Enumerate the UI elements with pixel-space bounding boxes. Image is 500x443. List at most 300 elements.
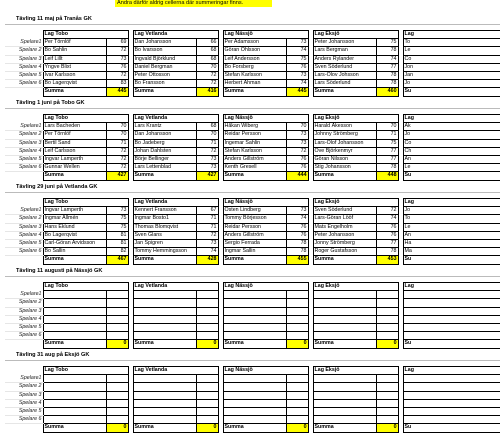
player-name-cell[interactable]: Yngve Blixt xyxy=(43,63,106,71)
score-cell[interactable]: 77 xyxy=(376,63,398,71)
team-header[interactable]: Lag Nässjö xyxy=(223,31,308,39)
score-cell[interactable]: 77 xyxy=(376,147,398,155)
player-name-cell[interactable]: Hans Eklund xyxy=(43,223,106,231)
player-name-cell[interactable]: Peter Ottosson xyxy=(133,71,196,79)
player-name-cell[interactable]: Ak xyxy=(403,123,500,131)
player-name-cell[interactable]: Harald Åkesson xyxy=(313,123,376,131)
sum-value[interactable]: 0 xyxy=(376,340,398,348)
player-name-cell[interactable] xyxy=(223,383,286,391)
score-cell[interactable]: 72 xyxy=(106,155,128,163)
player-name-cell[interactable] xyxy=(133,332,196,340)
score-cell[interactable]: 70 xyxy=(376,123,398,131)
player-name-cell[interactable]: Börje Bellinger xyxy=(133,155,196,163)
player-name-cell[interactable]: Lars Bergman xyxy=(313,47,376,55)
score-cell[interactable]: 75 xyxy=(286,55,308,63)
player-name-cell[interactable]: Bertil Sand xyxy=(43,139,106,147)
player-name-cell[interactable]: Anders Gillström xyxy=(223,231,286,239)
player-name-cell[interactable] xyxy=(313,307,376,315)
player-name-cell[interactable]: Herbert Åhman xyxy=(223,80,286,88)
score-cell[interactable] xyxy=(376,299,398,307)
player-name-cell[interactable]: Bo Ivarsson xyxy=(133,47,196,55)
player-name-cell[interactable] xyxy=(43,299,106,307)
sum-value[interactable]: 428 xyxy=(196,256,218,264)
player-name-cell[interactable]: Ingvar Lamperth xyxy=(43,155,106,163)
player-name-cell[interactable]: Per Törnlöf xyxy=(43,131,106,139)
score-cell[interactable]: 74 xyxy=(376,215,398,223)
team-header[interactable]: Lag Vetlanda xyxy=(133,283,218,291)
score-cell[interactable]: 72 xyxy=(376,207,398,215)
player-name-cell[interactable]: Bo Lagerqvist xyxy=(43,231,106,239)
score-cell[interactable] xyxy=(106,332,128,340)
player-name-cell[interactable]: Ma xyxy=(403,248,500,256)
score-cell[interactable]: 78 xyxy=(286,239,308,247)
team-header[interactable]: Lag xyxy=(403,115,500,123)
player-name-cell[interactable]: Per Adamsson xyxy=(223,39,286,47)
score-cell[interactable]: 74 xyxy=(286,47,308,55)
player-name-cell[interactable] xyxy=(403,407,500,415)
player-name-cell[interactable] xyxy=(403,291,500,299)
player-name-cell[interactable] xyxy=(223,399,286,407)
player-name-cell[interactable]: Bo Jadeberg xyxy=(133,139,196,147)
score-cell[interactable]: 76 xyxy=(376,223,398,231)
team-header[interactable]: Lag xyxy=(403,31,500,39)
sum-value[interactable]: 0 xyxy=(196,424,218,432)
player-name-cell[interactable]: Lars Söderlund xyxy=(313,80,376,88)
score-cell[interactable]: 73 xyxy=(286,39,308,47)
score-cell[interactable] xyxy=(286,332,308,340)
score-cell[interactable]: 70 xyxy=(106,131,128,139)
player-name-cell[interactable]: Ingvar Lamperth xyxy=(43,207,106,215)
player-name-cell[interactable]: Sven Söderlund xyxy=(313,207,376,215)
player-name-cell[interactable] xyxy=(313,332,376,340)
sum-value[interactable]: 427 xyxy=(196,172,218,180)
player-name-cell[interactable]: Leif Andersson xyxy=(223,55,286,63)
player-name-cell[interactable]: Ove Björkenmyr xyxy=(313,147,376,155)
score-cell[interactable]: 73 xyxy=(106,55,128,63)
score-cell[interactable]: 78 xyxy=(376,248,398,256)
player-name-cell[interactable] xyxy=(403,315,500,323)
player-name-cell[interactable] xyxy=(403,299,500,307)
score-cell[interactable]: 76 xyxy=(286,164,308,172)
player-name-cell[interactable] xyxy=(133,291,196,299)
score-cell[interactable]: 76 xyxy=(286,223,308,231)
score-cell[interactable]: 72 xyxy=(106,71,128,79)
player-name-cell[interactable]: Bo Sahlin xyxy=(43,47,106,55)
score-cell[interactable] xyxy=(286,315,308,323)
player-name-cell[interactable] xyxy=(133,375,196,383)
score-cell[interactable] xyxy=(376,291,398,299)
team-header[interactable]: Lag Vetlanda xyxy=(133,115,218,123)
player-name-cell[interactable] xyxy=(133,391,196,399)
player-name-cell[interactable]: Jan Spigren xyxy=(133,239,196,247)
player-name-cell[interactable]: Le xyxy=(403,223,500,231)
score-cell[interactable]: 76 xyxy=(286,231,308,239)
score-cell[interactable]: 74 xyxy=(196,248,218,256)
player-name-cell[interactable] xyxy=(223,416,286,424)
score-cell[interactable]: 72 xyxy=(196,80,218,88)
player-name-cell[interactable]: Roger Gustafsson xyxy=(313,248,376,256)
score-cell[interactable]: 73 xyxy=(196,155,218,163)
player-name-cell[interactable] xyxy=(403,375,500,383)
score-cell[interactable] xyxy=(196,416,218,424)
score-cell[interactable] xyxy=(376,307,398,315)
score-cell[interactable]: 78 xyxy=(286,248,308,256)
score-cell[interactable] xyxy=(196,299,218,307)
team-header[interactable]: Lag Tobo xyxy=(43,367,128,375)
score-cell[interactable]: 67 xyxy=(196,207,218,215)
player-name-cell[interactable]: To xyxy=(403,215,500,223)
player-name-cell[interactable]: An xyxy=(403,231,500,239)
score-cell[interactable]: 82 xyxy=(106,248,128,256)
score-cell[interactable] xyxy=(376,416,398,424)
score-cell[interactable] xyxy=(286,383,308,391)
player-name-cell[interactable]: Leif Lillt xyxy=(43,55,106,63)
team-header[interactable]: Lag Nässjö xyxy=(223,283,308,291)
team-header[interactable]: Lag Eksjö xyxy=(313,199,398,207)
score-cell[interactable]: 73 xyxy=(286,139,308,147)
score-cell[interactable] xyxy=(286,323,308,331)
player-name-cell[interactable]: Tommy Börjesson xyxy=(223,215,286,223)
player-name-cell[interactable]: Bo Lagerqvist xyxy=(43,80,106,88)
team-header[interactable]: Lag Tobo xyxy=(43,199,128,207)
score-cell[interactable]: 81 xyxy=(106,239,128,247)
player-name-cell[interactable] xyxy=(43,375,106,383)
sum-value[interactable]: 444 xyxy=(286,172,308,180)
player-name-cell[interactable]: Anders Rylander xyxy=(313,55,376,63)
player-name-cell[interactable]: Thomas Blomqvist xyxy=(133,223,196,231)
team-header[interactable]: Lag xyxy=(403,283,500,291)
score-cell[interactable]: 71 xyxy=(196,139,218,147)
sum-value[interactable]: 0 xyxy=(106,424,128,432)
sum-value[interactable]: 455 xyxy=(286,256,308,264)
player-name-cell[interactable]: Lars Lettenblad xyxy=(133,164,196,172)
player-name-cell[interactable]: Dan Johansson xyxy=(133,39,196,47)
sum-value[interactable]: 467 xyxy=(106,256,128,264)
player-name-cell[interactable] xyxy=(133,299,196,307)
player-name-cell[interactable]: Lars-Olof Johansson xyxy=(313,139,376,147)
player-name-cell[interactable]: Kenth Gresell xyxy=(223,164,286,172)
player-name-cell[interactable]: Sven Glans xyxy=(133,231,196,239)
player-name-cell[interactable] xyxy=(313,416,376,424)
sum-value[interactable]: 0 xyxy=(106,340,128,348)
score-cell[interactable] xyxy=(376,399,398,407)
score-cell[interactable] xyxy=(106,323,128,331)
player-name-cell[interactable]: Sergio Ferrada xyxy=(223,239,286,247)
player-name-cell[interactable]: Håkan Wiberg xyxy=(223,123,286,131)
player-name-cell[interactable] xyxy=(43,416,106,424)
team-header[interactable]: Lag Eksjö xyxy=(313,283,398,291)
score-cell[interactable]: 74 xyxy=(286,80,308,88)
player-name-cell[interactable] xyxy=(133,315,196,323)
player-name-cell[interactable]: Mats Engelholm xyxy=(313,223,376,231)
player-name-cell[interactable] xyxy=(223,332,286,340)
team-header[interactable]: Lag Tobo xyxy=(43,115,128,123)
team-header[interactable]: Lag Tobo xyxy=(43,31,128,39)
player-name-cell[interactable]: Göran Nilsson xyxy=(313,155,376,163)
score-cell[interactable]: 71 xyxy=(376,131,398,139)
player-name-cell[interactable]: Ingemar Sahlin xyxy=(223,139,286,147)
player-name-cell[interactable] xyxy=(43,291,106,299)
player-name-cell[interactable]: Carl-Göran Arvidsson xyxy=(43,239,106,247)
score-cell[interactable] xyxy=(286,399,308,407)
player-name-cell[interactable]: Ingmar Bosto1 xyxy=(133,215,196,223)
player-name-cell[interactable]: Östen Lindberg xyxy=(223,207,286,215)
player-name-cell[interactable] xyxy=(313,407,376,415)
player-name-cell[interactable]: Ch xyxy=(403,147,500,155)
sum-value[interactable]: 445 xyxy=(106,88,128,96)
player-name-cell[interactable] xyxy=(223,307,286,315)
player-name-cell[interactable] xyxy=(43,383,106,391)
player-name-cell[interactable]: To xyxy=(403,39,500,47)
player-name-cell[interactable]: Per Törnlöf xyxy=(43,39,106,47)
player-name-cell[interactable]: Stig Johansson xyxy=(313,164,376,172)
player-name-cell[interactable] xyxy=(133,383,196,391)
player-name-cell[interactable] xyxy=(133,416,196,424)
score-cell[interactable] xyxy=(196,291,218,299)
score-cell[interactable] xyxy=(196,399,218,407)
player-name-cell[interactable] xyxy=(313,323,376,331)
player-name-cell[interactable]: Bo Fransson xyxy=(133,80,196,88)
player-name-cell[interactable] xyxy=(43,399,106,407)
score-cell[interactable]: 68 xyxy=(196,47,218,55)
player-name-cell[interactable] xyxy=(403,307,500,315)
player-name-cell[interactable]: Peter Johansson xyxy=(313,231,376,239)
player-name-cell[interactable] xyxy=(313,383,376,391)
score-cell[interactable]: 72 xyxy=(196,231,218,239)
team-header[interactable]: Lag Nässjö xyxy=(223,199,308,207)
score-cell[interactable]: 75 xyxy=(106,223,128,231)
player-name-cell[interactable] xyxy=(403,332,500,340)
score-cell[interactable]: 78 xyxy=(376,80,398,88)
player-name-cell[interactable]: Lars Bacheden xyxy=(43,123,106,131)
player-name-cell[interactable] xyxy=(403,416,500,424)
score-cell[interactable] xyxy=(106,383,128,391)
player-name-cell[interactable]: Leif Carlsson xyxy=(43,147,106,155)
player-name-cell[interactable]: Jonny Strömberg xyxy=(313,239,376,247)
player-name-cell[interactable]: Ivar Karlsson xyxy=(43,71,106,79)
score-cell[interactable]: 68 xyxy=(196,55,218,63)
team-header[interactable]: Lag Vetlanda xyxy=(133,31,218,39)
player-name-cell[interactable]: Daniel Bergman xyxy=(133,63,196,71)
score-cell[interactable]: 72 xyxy=(106,47,128,55)
player-name-cell[interactable]: An xyxy=(403,155,500,163)
score-cell[interactable]: 71 xyxy=(196,215,218,223)
player-name-cell[interactable] xyxy=(43,332,106,340)
score-cell[interactable] xyxy=(196,315,218,323)
team-header[interactable]: Lag Nässjö xyxy=(223,367,308,375)
player-name-cell[interactable] xyxy=(43,407,106,415)
player-name-cell[interactable] xyxy=(223,299,286,307)
score-cell[interactable]: 76 xyxy=(286,155,308,163)
player-name-cell[interactable] xyxy=(313,375,376,383)
score-cell[interactable]: 73 xyxy=(106,207,128,215)
score-cell[interactable]: 81 xyxy=(106,231,128,239)
player-name-cell[interactable] xyxy=(43,323,106,331)
player-name-cell[interactable] xyxy=(313,291,376,299)
score-cell[interactable] xyxy=(196,383,218,391)
player-name-cell[interactable]: Ingmar Sallin xyxy=(223,248,286,256)
player-name-cell[interactable] xyxy=(403,323,500,331)
score-cell[interactable]: 76 xyxy=(106,63,128,71)
player-name-cell[interactable] xyxy=(43,315,106,323)
score-cell[interactable] xyxy=(286,291,308,299)
score-cell[interactable] xyxy=(196,332,218,340)
score-cell[interactable]: 69 xyxy=(106,39,128,47)
player-name-cell[interactable]: Ingmar Allmén xyxy=(43,215,106,223)
score-cell[interactable]: 73 xyxy=(196,239,218,247)
player-name-cell[interactable]: Gunnar Wellen xyxy=(43,164,106,172)
sum-value[interactable]: 0 xyxy=(196,340,218,348)
player-name-cell[interactable] xyxy=(223,391,286,399)
score-cell[interactable] xyxy=(196,407,218,415)
sum-value[interactable]: 0 xyxy=(286,424,308,432)
score-cell[interactable]: 77 xyxy=(376,239,398,247)
player-name-cell[interactable]: Bo Forsberg xyxy=(223,63,286,71)
score-cell[interactable] xyxy=(286,391,308,399)
score-cell[interactable]: 70 xyxy=(196,63,218,71)
sum-value[interactable]: 427 xyxy=(106,172,128,180)
score-cell[interactable] xyxy=(376,315,398,323)
player-name-cell[interactable]: Co xyxy=(403,55,500,63)
sum-value[interactable]: 0 xyxy=(286,340,308,348)
sum-value[interactable]: 453 xyxy=(376,256,398,264)
player-name-cell[interactable]: Ingvald Björklund xyxy=(133,55,196,63)
score-cell[interactable] xyxy=(196,307,218,315)
score-cell[interactable]: 74 xyxy=(286,215,308,223)
score-cell[interactable]: 72 xyxy=(286,147,308,155)
score-cell[interactable] xyxy=(106,391,128,399)
player-name-cell[interactable] xyxy=(403,399,500,407)
team-header[interactable]: Lag Vetlanda xyxy=(133,367,218,375)
score-cell[interactable] xyxy=(286,307,308,315)
player-name-cell[interactable] xyxy=(133,323,196,331)
score-cell[interactable] xyxy=(106,299,128,307)
player-name-cell[interactable] xyxy=(313,299,376,307)
player-name-cell[interactable]: Kennert Fransson xyxy=(133,207,196,215)
score-cell[interactable]: 74 xyxy=(376,55,398,63)
score-cell[interactable]: 73 xyxy=(286,71,308,79)
player-name-cell[interactable]: Johan Dahlsten xyxy=(133,147,196,155)
score-cell[interactable]: 73 xyxy=(286,131,308,139)
score-cell[interactable] xyxy=(106,307,128,315)
score-cell[interactable] xyxy=(106,399,128,407)
score-cell[interactable] xyxy=(286,375,308,383)
player-name-cell[interactable] xyxy=(223,291,286,299)
team-header[interactable]: Lag Nässjö xyxy=(223,115,308,123)
score-cell[interactable]: 66 xyxy=(196,39,218,47)
team-header[interactable]: Lag Eksjö xyxy=(313,367,398,375)
score-cell[interactable]: 76 xyxy=(286,63,308,71)
player-name-cell[interactable]: Stefan Karlsson xyxy=(223,147,286,155)
player-name-cell[interactable]: Jan xyxy=(403,71,500,79)
player-name-cell[interactable] xyxy=(223,323,286,331)
player-name-cell[interactable] xyxy=(223,375,286,383)
score-cell[interactable] xyxy=(196,323,218,331)
sum-value[interactable]: 448 xyxy=(376,172,398,180)
score-cell[interactable]: 75 xyxy=(106,215,128,223)
player-name-cell[interactable]: Ha xyxy=(403,239,500,247)
player-name-cell[interactable]: Co xyxy=(403,139,500,147)
score-cell[interactable]: 72 xyxy=(196,147,218,155)
score-cell[interactable]: 72 xyxy=(106,147,128,155)
score-cell[interactable]: 77 xyxy=(376,155,398,163)
score-cell[interactable]: 83 xyxy=(106,80,128,88)
score-cell[interactable] xyxy=(286,299,308,307)
sum-value[interactable]: 460 xyxy=(376,88,398,96)
score-cell[interactable] xyxy=(106,291,128,299)
score-cell[interactable]: 76 xyxy=(376,231,398,239)
player-name-cell[interactable] xyxy=(223,407,286,415)
score-cell[interactable] xyxy=(196,375,218,383)
player-name-cell[interactable]: Reidar Persson xyxy=(223,223,286,231)
player-name-cell[interactable]: Jo xyxy=(403,80,500,88)
team-header[interactable]: Lag xyxy=(403,367,500,375)
score-cell[interactable] xyxy=(196,391,218,399)
score-cell[interactable] xyxy=(286,407,308,415)
player-name-cell[interactable] xyxy=(133,407,196,415)
score-cell[interactable]: 70 xyxy=(286,123,308,131)
player-name-cell[interactable] xyxy=(313,399,376,407)
player-name-cell[interactable]: Jon xyxy=(403,63,500,71)
player-name-cell[interactable]: Stefan Karlsson xyxy=(223,71,286,79)
player-name-cell[interactable] xyxy=(43,391,106,399)
player-name-cell[interactable]: Sven Söderlund xyxy=(313,63,376,71)
score-cell[interactable] xyxy=(376,375,398,383)
score-cell[interactable] xyxy=(106,375,128,383)
score-cell[interactable]: 70 xyxy=(106,123,128,131)
player-name-cell[interactable]: Peter Johansson xyxy=(313,39,376,47)
score-cell[interactable] xyxy=(106,407,128,415)
player-name-cell[interactable]: Göran Ohlsson xyxy=(223,47,286,55)
team-header[interactable]: Lag xyxy=(403,199,500,207)
player-name-cell[interactable] xyxy=(43,307,106,315)
score-cell[interactable] xyxy=(376,323,398,331)
player-name-cell[interactable] xyxy=(403,383,500,391)
score-cell[interactable] xyxy=(376,332,398,340)
player-name-cell[interactable]: Le xyxy=(403,164,500,172)
score-cell[interactable]: 72 xyxy=(106,164,128,172)
player-name-cell[interactable] xyxy=(403,391,500,399)
player-name-cell[interactable]: Dan Johansson xyxy=(133,131,196,139)
player-name-cell[interactable]: Le xyxy=(403,47,500,55)
score-cell[interactable]: 75 xyxy=(376,39,398,47)
score-cell[interactable] xyxy=(376,407,398,415)
player-name-cell[interactable] xyxy=(313,315,376,323)
sum-value[interactable]: 445 xyxy=(286,88,308,96)
sum-value[interactable]: 416 xyxy=(196,88,218,96)
player-name-cell[interactable] xyxy=(133,307,196,315)
player-name-cell[interactable]: Reidar Persson xyxy=(223,131,286,139)
player-name-cell[interactable] xyxy=(313,391,376,399)
score-cell[interactable]: 78 xyxy=(376,47,398,55)
score-cell[interactable]: 71 xyxy=(106,139,128,147)
score-cell[interactable]: 78 xyxy=(376,164,398,172)
score-cell[interactable]: 73 xyxy=(286,207,308,215)
score-cell[interactable]: 68 xyxy=(196,123,218,131)
score-cell[interactable]: 73 xyxy=(196,164,218,172)
score-cell[interactable] xyxy=(376,383,398,391)
score-cell[interactable] xyxy=(106,315,128,323)
player-name-cell[interactable]: Jo xyxy=(403,207,500,215)
player-name-cell[interactable]: Jo xyxy=(403,131,500,139)
player-name-cell[interactable]: Lars Krantz xyxy=(133,123,196,131)
team-header[interactable]: Lag Eksjö xyxy=(313,115,398,123)
score-cell[interactable] xyxy=(106,416,128,424)
team-header[interactable]: Lag Tobo xyxy=(43,283,128,291)
score-cell[interactable]: 72 xyxy=(196,71,218,79)
score-cell[interactable]: 71 xyxy=(196,223,218,231)
player-name-cell[interactable] xyxy=(223,315,286,323)
